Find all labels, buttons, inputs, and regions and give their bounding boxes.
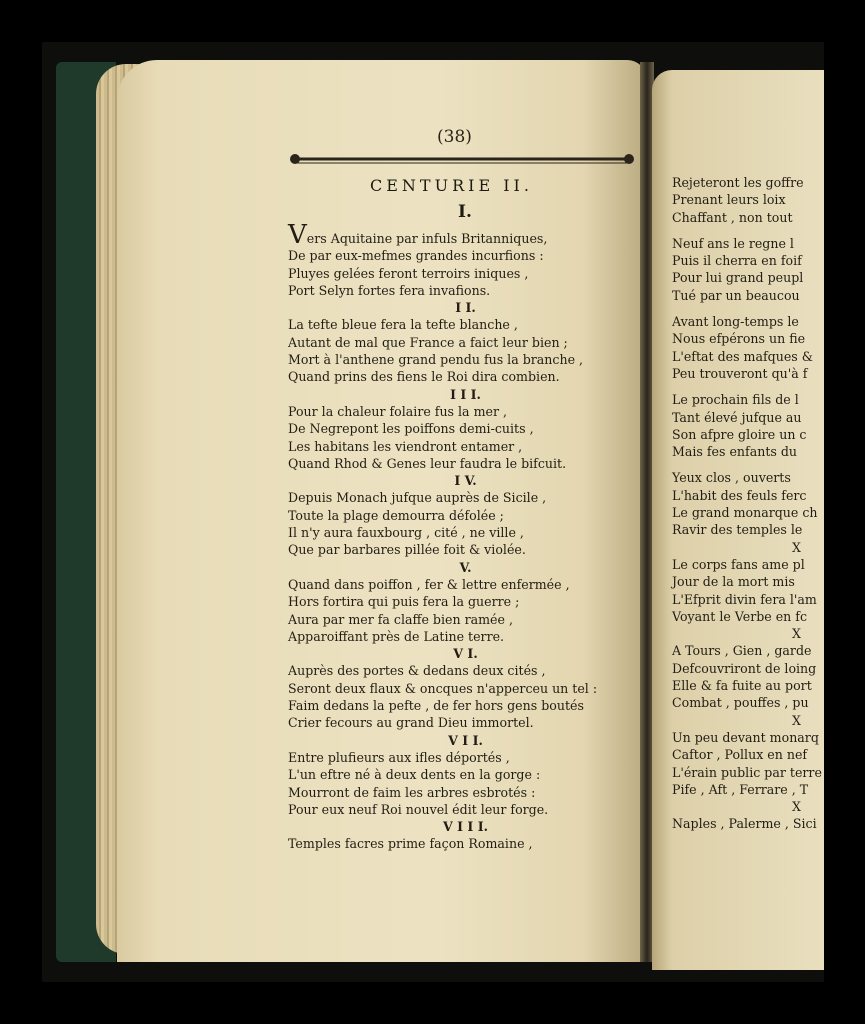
quatrain-numeral: X (792, 712, 801, 728)
verse-line: Pour la chaleur folaire fus la mer , (288, 403, 507, 419)
quatrain-text (288, 220, 633, 853)
verse-line: Crier fecours au grand Dieu immortel. (288, 715, 534, 731)
quatrain-numeral: V I I I. (443, 819, 488, 835)
quatrain-numeral: I I I. (450, 386, 481, 402)
verse-line: Yeux clos , ouverts (672, 470, 791, 486)
quatrain-numeral: I V. (454, 473, 477, 489)
verse-line: Le corps fans ame pl (672, 556, 805, 572)
quatrain-numeral: V I. (453, 646, 478, 662)
stanza-gap (672, 382, 822, 391)
verse-line: Pluyes gelées feront terroirs iniques , (288, 265, 529, 281)
quatrain-numeral-first: I. (458, 202, 472, 222)
verse-line: De par eux-mefmes grandes incurfions : (288, 248, 544, 264)
verse-line: Avant long-temps le (672, 314, 799, 330)
verse-line: Neuf ans le regne l (672, 235, 794, 251)
century-heading: CENTURIE II. (370, 176, 533, 195)
verse-line: Les habitans les viendront entamer , (288, 438, 523, 454)
quatrain-numeral: X (792, 539, 801, 555)
book-photo (42, 42, 824, 982)
quatrain-numeral: V I I. (448, 732, 483, 748)
verse-line: Chaffant , non tout (672, 209, 793, 225)
verse-line: Caftor , Pollux en nef (672, 747, 808, 763)
quatrain-numeral: I I. (455, 300, 476, 316)
verse-line: Naples , Palerme , Sici (672, 816, 817, 832)
verse-line: Pife , Aft , Ferrare , T (672, 781, 809, 797)
verse-line: Autant de mal que France a faict leur bien ; (288, 334, 568, 350)
verse-line: Seront deux flaux & oncques n'apperceu un tel : (288, 680, 598, 696)
verse-line: Auprès des portes & dedans deux cités , (288, 663, 546, 679)
verse-line: Il n'y aura fauxbourg , cité , ne ville , (288, 525, 524, 541)
verse-line: Ravir des temples le (672, 522, 803, 538)
verse-line: Depuis Monach jufque auprès de Sicile , (288, 490, 547, 506)
verse-line: Prenant leurs loix (672, 192, 786, 208)
verse-line: Un peu devant monarq (672, 729, 819, 745)
verse-line: Mourront de faim les arbres esbrotés : (288, 784, 536, 800)
verse-line: Le grand monarque ch (672, 505, 818, 521)
stanza-gap (672, 460, 822, 469)
verse-line: Jour de la mort mis (672, 574, 795, 590)
verse-line: Pour eux neuf Roi nouvel édit leur forge. (288, 801, 549, 817)
verse-line: Rejeteront les goffre (672, 175, 804, 190)
ornamental-rule (287, 150, 637, 168)
quatrain-numeral: V. (459, 559, 472, 575)
verse-line: Que par barbares pillée foit & violée. (288, 542, 526, 558)
verse-line: Aura par mer fa claffe bien ramée , (288, 611, 513, 627)
verse-line: Port Selyn fortes fera invafions. (288, 282, 491, 298)
verse-line: Faim dedans la pefte , de fer hors gens boutés (288, 698, 584, 714)
verse-line: Peu trouveront qu'à f (672, 365, 808, 381)
verse-line: Elle & fa fuite au port (672, 678, 812, 694)
verse-line: Le prochain fils de l (672, 392, 799, 408)
verse-line: Tant élevé jufque au (672, 409, 802, 425)
right-page-text (672, 174, 822, 833)
stanza-gap (672, 226, 822, 235)
quatrain-numeral: X (792, 799, 801, 815)
verse-line: A Tours , Gien , garde (672, 643, 812, 659)
verse-line: Toute la plage demourra défolée ; (288, 507, 504, 523)
verse-line: Mort à l'anthene grand pendu fus la branche , (288, 352, 584, 368)
verse-line: L'habit des feuls ferc (672, 487, 807, 503)
verse-line: Son afpre gloire un c (672, 426, 807, 442)
verse-line: Pour lui grand peupl (672, 270, 804, 286)
verse-line: Combat , pouffes , pu (672, 695, 809, 711)
verse-line: Mais fes enfants du (672, 444, 798, 460)
verse-line: Puis il cherra en foif (672, 253, 802, 269)
verse-line: Quand prins des fiens le Roi dira combien. (288, 369, 560, 385)
verse-line: Entre plufieurs aux ifles déportés , (288, 749, 510, 765)
verse-line: Temples facres prime façon Romaine , (288, 836, 533, 852)
verse-line: Voyant le Verbe en fc (672, 608, 808, 624)
verse-line: De Negrepont les poiffons demi-cuits , (288, 421, 534, 437)
verse-line: Defcouvriront de loing (672, 660, 817, 676)
verse-line: La tefte bleue fera la tefte blanche , (288, 317, 518, 333)
stanza-gap (672, 304, 822, 313)
quatrain-numeral: X (792, 626, 801, 642)
verse-line: Quand Rhod & Genes leur faudra le bifcuit. (288, 455, 567, 471)
verse-line: L'érain public par terre (672, 764, 822, 780)
verse-line: L'un eftre né à deux dents en la gorge : (288, 767, 541, 783)
verse-line: Nous efpérons un fie (672, 331, 806, 347)
verse-line: Hors fortira qui puis fera la guerre ; (288, 594, 520, 610)
left-page (117, 60, 647, 962)
verse-line: L'Efprit divin fera l'am (672, 591, 817, 607)
verse-line: Quand dans poiffon , fer & lettre enfermée , (288, 576, 570, 592)
verse-line: Vers Aquitaine par infuls Britanniques, (288, 220, 548, 250)
verse-line: L'eftat des mafques & (672, 348, 813, 364)
right-page (652, 70, 824, 970)
verse-line: Apparoiffant près de Latine terre. (288, 628, 505, 644)
verse-line: Tué par un beaucou (672, 287, 800, 303)
page-number: (38) (437, 127, 472, 147)
